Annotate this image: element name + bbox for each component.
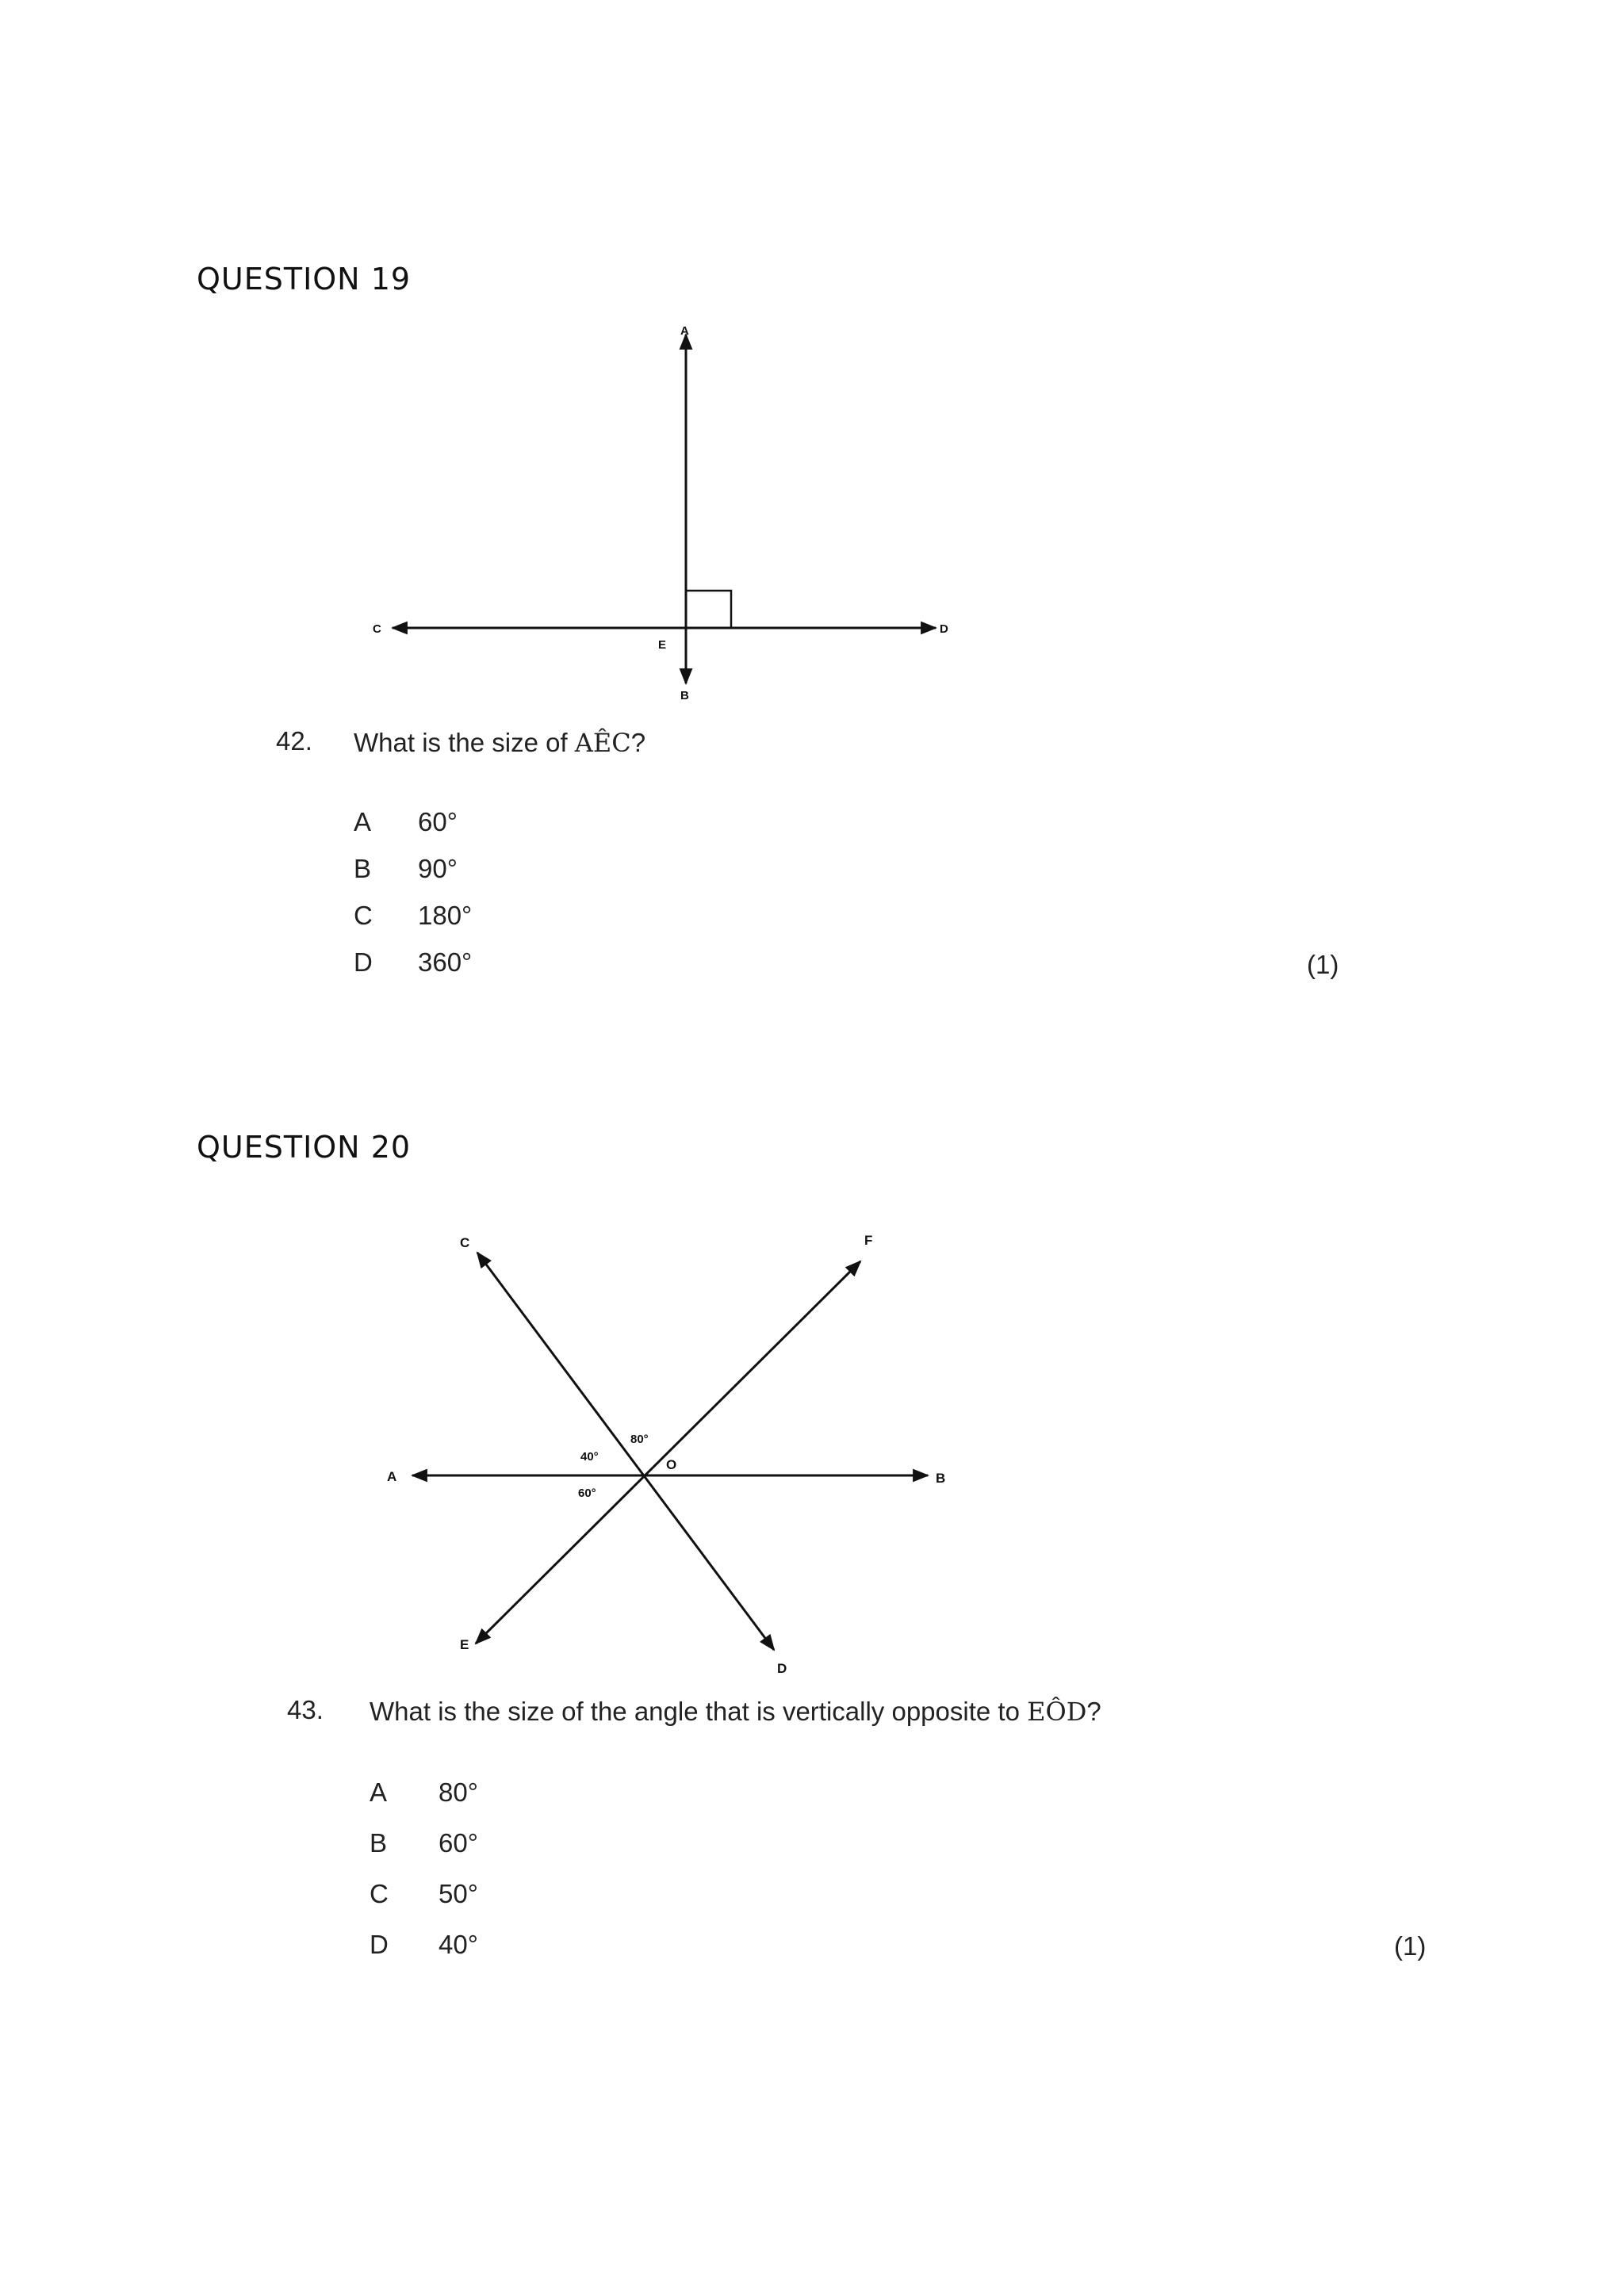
q42-option-c-value: 180° — [418, 901, 473, 930]
q42-option-b-value: 90° — [418, 854, 458, 883]
q43-marks: (1) — [1394, 1931, 1427, 1961]
label-c: C — [460, 1235, 470, 1250]
q43-option-c-value: 50° — [439, 1879, 478, 1908]
question-42-text-before: What is the size of — [354, 728, 575, 757]
question-42-number: 42. — [276, 726, 312, 756]
line-ef — [476, 1261, 860, 1644]
q42-option-d-value: 360° — [418, 947, 473, 977]
angle-label-40: 40° — [580, 1450, 599, 1464]
q19-perpendicular-lines-diagram — [349, 317, 967, 714]
label-d: D — [940, 622, 948, 636]
q42-option-a-letter: A — [354, 807, 372, 836]
q43-option-b-value: 60° — [439, 1828, 478, 1858]
q43-option-b-letter: B — [370, 1828, 388, 1858]
label-b: B — [936, 1471, 946, 1486]
label-d: D — [777, 1661, 787, 1676]
q42-option-c-letter: C — [354, 901, 373, 930]
label-c: C — [373, 622, 381, 636]
q43-option-c-letter: C — [370, 1879, 389, 1908]
q43-option-a-value: 80° — [439, 1777, 478, 1807]
label-e: E — [460, 1637, 469, 1652]
q42-option-d-letter: D — [354, 947, 373, 977]
question-43-text-after: ? — [1086, 1697, 1101, 1726]
q42-option-a-value: 60° — [418, 807, 458, 836]
q42-marks: (1) — [1307, 950, 1339, 979]
question-42-text-after: ? — [630, 728, 646, 757]
question-19-title: QUESTION 19 — [197, 262, 412, 297]
label-f: F — [864, 1233, 873, 1248]
label-e: E — [658, 638, 667, 652]
right-angle-marker — [686, 591, 731, 628]
label-a: A — [387, 1469, 397, 1484]
question-43-number: 43. — [287, 1695, 324, 1724]
question-42-text — [354, 728, 645, 758]
angle-eod: EÔD — [1027, 1697, 1087, 1727]
label-o: O — [666, 1457, 677, 1472]
q43-option-d-letter: D — [370, 1930, 389, 1959]
question-43-text — [370, 1697, 1101, 1727]
q42-option-b-letter: B — [354, 854, 372, 883]
q43-option-a-letter: A — [370, 1777, 388, 1807]
q43-option-d-value: 40° — [439, 1930, 478, 1959]
angle-label-60: 60° — [578, 1487, 596, 1500]
label-a: A — [680, 324, 689, 338]
q20-intersecting-lines-diagram — [373, 1221, 975, 1681]
label-b: B — [680, 689, 689, 702]
angle-label-80: 80° — [630, 1433, 649, 1446]
question-20-title: QUESTION 20 — [197, 1130, 412, 1165]
angle-aec: AÊC — [574, 728, 631, 758]
question-43-text-before: What is the size of the angle that is vertically opposite to — [370, 1697, 1028, 1726]
line-cd — [477, 1253, 774, 1650]
